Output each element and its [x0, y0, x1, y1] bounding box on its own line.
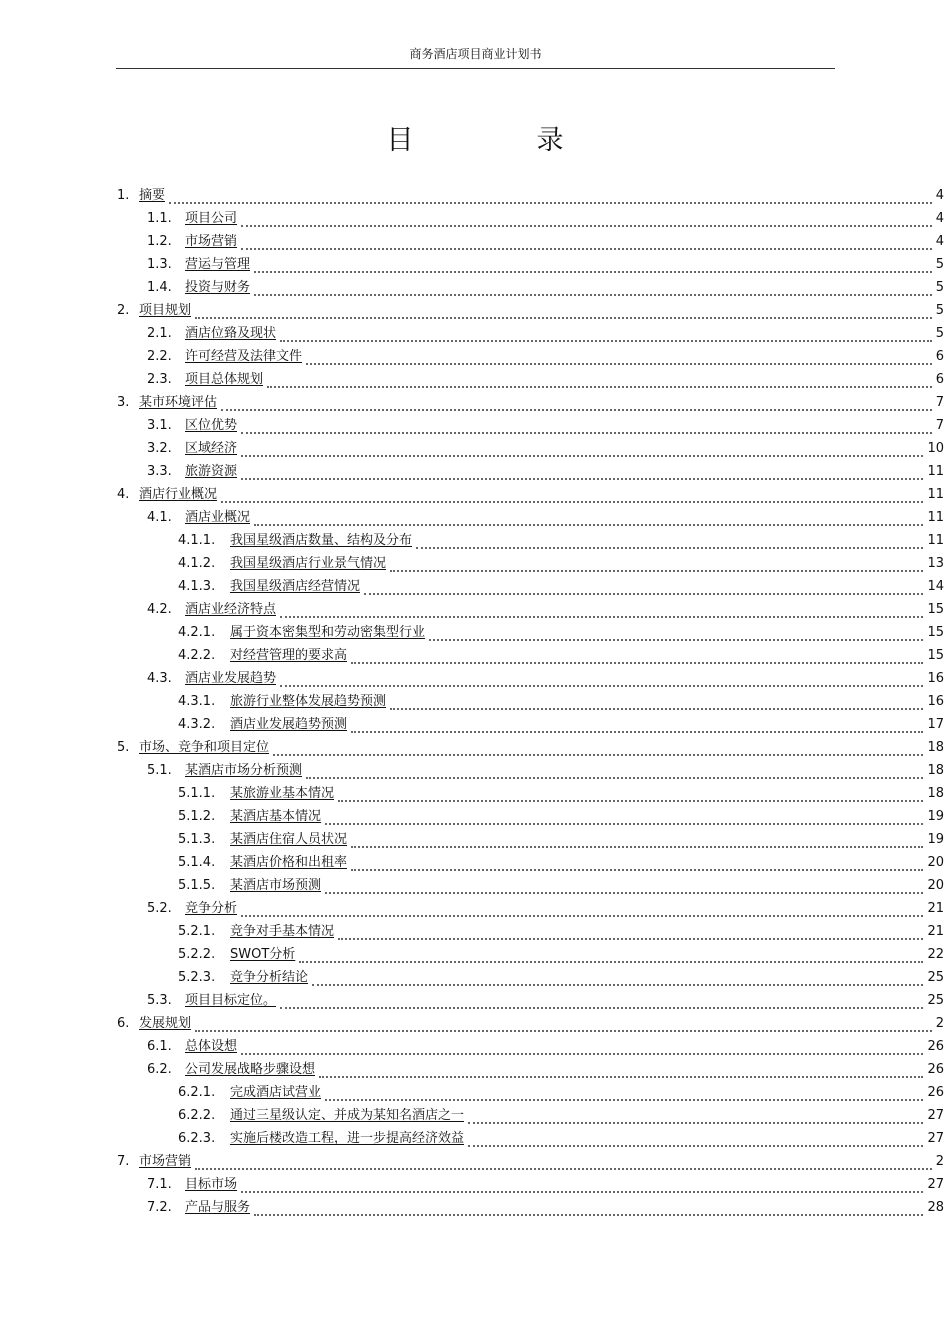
toc-entry[interactable]	[0, 368, 950, 391]
toc-leader-dots	[416, 539, 923, 549]
toc-entry-number: 1.	[117, 188, 130, 203]
toc-entry-label: 项目目标定位。	[185, 993, 277, 1008]
toc-entry-title[interactable]	[178, 1104, 466, 1127]
toc-entry-label: 项目公司	[185, 211, 238, 226]
toc-entry-number: 5.	[117, 740, 130, 755]
toc-entry-title[interactable]	[147, 437, 239, 460]
toc-entry-page: 25	[927, 993, 944, 1008]
toc-entry-page: 4	[935, 234, 944, 249]
toc-entry-page: 14	[927, 579, 944, 594]
toc-entry[interactable]	[0, 828, 950, 851]
toc-entry-page: 4	[935, 188, 944, 203]
toc-leader-dots	[468, 1114, 923, 1124]
toc-entry[interactable]	[0, 966, 950, 989]
toc-entry-label: 属于资本密集型和劳动密集型行业	[230, 625, 426, 640]
toc-entry-page: 2	[935, 1016, 944, 1031]
toc-leader-dots	[390, 700, 923, 710]
toc-entry-page: 2	[935, 1154, 944, 1169]
toc-entry-label: 酒店业发展趋势预测	[230, 717, 348, 732]
toc-entry[interactable]	[0, 299, 950, 322]
toc-entry-label: 某旅游业基本情况	[230, 786, 335, 801]
toc-entry-label: 旅游行业整体发展趋势预测	[230, 694, 387, 709]
toc-entry-number: 4.3.	[147, 671, 172, 686]
toc-leader-dots	[429, 631, 923, 641]
toc-entry-label: 通过三星级认定、并成为某知名酒店之一	[230, 1108, 465, 1123]
toc-entry-title[interactable]	[178, 1081, 323, 1104]
toc-entry-title[interactable]	[117, 299, 193, 322]
toc-entry-page: 20	[927, 855, 944, 870]
toc-entry-label: 区域经济	[185, 441, 238, 456]
toc-entry-page: 5	[935, 303, 944, 318]
toc-entry-title[interactable]	[147, 1035, 239, 1058]
toc-entry-number: 1.3.	[147, 257, 172, 272]
toc-entry-label: 酒店业概况	[185, 510, 251, 525]
toc-entry-label: 某酒店市场预测	[230, 878, 322, 893]
toc-entry[interactable]	[0, 1196, 950, 1219]
toc-entry[interactable]	[0, 529, 950, 552]
toc-entry-number: 2.1.	[147, 326, 172, 341]
toc-entry[interactable]	[0, 276, 950, 299]
table-of-contents	[0, 184, 950, 1219]
toc-entry-title[interactable]	[147, 253, 252, 276]
toc-leader-dots	[280, 608, 923, 618]
toc-entry-page: 11	[927, 464, 944, 479]
toc-leader-dots	[195, 1022, 932, 1032]
toc-leader-dots	[306, 355, 932, 365]
toc-entry-page: 26	[927, 1085, 944, 1100]
toc-entry-page: 25	[927, 970, 944, 985]
toc-entry-label: 某酒店住宿人员状况	[230, 832, 348, 847]
toc-entry-label: 酒店业经济特点	[185, 602, 277, 617]
toc-entry-title[interactable]	[147, 667, 278, 690]
toc-entry-label: 实施后楼改造工程，进一步提高经济效益	[230, 1131, 465, 1146]
toc-entry-number: 5.1.5.	[178, 878, 216, 893]
toc-entry-page: 10	[927, 441, 944, 456]
toc-entry-number: 1.2.	[147, 234, 172, 249]
toc-entry-title[interactable]	[117, 391, 219, 414]
toc-entry[interactable]	[0, 1127, 950, 1150]
toc-entry-label: 竞争对手基本情况	[230, 924, 335, 939]
toc-entry-label: 目标市场	[185, 1177, 238, 1192]
toc-entry-number: 4.3.1.	[178, 694, 216, 709]
toc-entry[interactable]	[0, 989, 950, 1012]
toc-entry[interactable]	[0, 1012, 950, 1035]
toc-entry[interactable]	[0, 943, 950, 966]
toc-entry-label: 我国星级酒店数量、结构及分布	[230, 533, 413, 548]
toc-entry-label: 某酒店价格和出租率	[230, 855, 348, 870]
toc-entry-title[interactable]	[117, 184, 167, 207]
toc-entry-label: 对经营管理的要求高	[230, 648, 348, 663]
toc-entry[interactable]	[0, 345, 950, 368]
toc-entry-number: 5.1.	[147, 763, 172, 778]
toc-leader-dots	[241, 470, 923, 480]
toc-leader-dots	[468, 1137, 923, 1147]
toc-entry-title[interactable]	[147, 207, 239, 230]
toc-entry-title[interactable]	[117, 1012, 193, 1035]
toc-leader-dots	[254, 1206, 923, 1216]
toc-entry-page: 18	[927, 786, 944, 801]
toc-leader-dots	[195, 309, 932, 319]
toc-entry-title[interactable]	[178, 920, 336, 943]
toc-entry[interactable]	[0, 414, 950, 437]
toc-entry[interactable]	[0, 207, 950, 230]
toc-entry-number: 4.1.	[147, 510, 172, 525]
toc-entry[interactable]	[0, 1058, 950, 1081]
toc-entry-title[interactable]	[147, 506, 252, 529]
toc-entry-number: 3.1.	[147, 418, 172, 433]
toc-entry-label: 某市环境评估	[139, 395, 218, 410]
toc-entry-title[interactable]	[178, 782, 336, 805]
toc-leader-dots	[325, 815, 923, 825]
toc-leader-dots	[280, 999, 923, 1009]
toc-entry-title[interactable]	[178, 552, 388, 575]
toc-leader-dots	[254, 516, 923, 526]
toc-entry-number: 6.1.	[147, 1039, 172, 1054]
toc-entry-number: 4.2.	[147, 602, 172, 617]
toc-entry-page: 6	[935, 372, 944, 387]
toc-entry-number: 4.2.1.	[178, 625, 216, 640]
toc-entry-page: 16	[927, 671, 944, 686]
toc-leader-dots	[241, 1045, 923, 1055]
toc-entry[interactable]	[0, 506, 950, 529]
toc-entry-label: 我国星级酒店行业景气情况	[230, 556, 387, 571]
toc-leader-dots	[241, 907, 923, 917]
toc-entry-title[interactable]	[178, 621, 427, 644]
toc-entry-page: 22	[927, 947, 944, 962]
toc-entry-title[interactable]	[178, 529, 414, 552]
toc-entry-page: 5	[935, 257, 944, 272]
toc-entry[interactable]	[0, 1104, 950, 1127]
toc-entry-title[interactable]	[178, 575, 362, 598]
toc-entry-number: 4.1.3.	[178, 579, 216, 594]
toc-entry-title[interactable]	[147, 368, 265, 391]
toc-leader-dots	[351, 723, 923, 733]
toc-leader-dots	[351, 861, 923, 871]
toc-entry-label: 营运与管理	[185, 257, 251, 272]
toc-entry-number: 4.1.2.	[178, 556, 216, 571]
toc-entry[interactable]	[0, 759, 950, 782]
toc-entry-label: 某酒店基本情况	[230, 809, 322, 824]
toc-entry-title[interactable]	[178, 644, 349, 667]
toc-entry-page: 18	[927, 740, 944, 755]
toc-leader-dots	[299, 953, 923, 963]
toc-leader-dots	[221, 401, 932, 411]
toc-entry[interactable]	[0, 1150, 950, 1173]
toc-entry-number: 7.2.	[147, 1200, 172, 1215]
toc-leader-dots	[351, 654, 923, 664]
toc-entry-number: 2.	[117, 303, 130, 318]
toc-leader-dots	[221, 493, 923, 503]
toc-leader-dots	[338, 792, 923, 802]
toc-entry[interactable]	[0, 736, 950, 759]
toc-entry[interactable]	[0, 897, 950, 920]
toc-leader-dots	[280, 677, 923, 687]
toc-entry-page: 11	[927, 510, 944, 525]
toc-entry[interactable]	[0, 483, 950, 506]
toc-entry-label: 完成酒店试营业	[230, 1085, 322, 1100]
toc-leader-dots	[241, 1183, 923, 1193]
toc-entry-page: 28	[927, 1200, 944, 1215]
toc-entry[interactable]	[0, 713, 950, 736]
toc-entry[interactable]	[0, 460, 950, 483]
toc-leader-dots	[267, 378, 932, 388]
toc-entry-label: 项目总体规划	[185, 372, 264, 387]
toc-entry-number: 3.2.	[147, 441, 172, 456]
toc-entry-label: 酒店位臵及现状	[185, 326, 277, 341]
toc-entry-label: 市场营销	[139, 1154, 192, 1169]
toc-entry-title[interactable]	[178, 874, 323, 897]
toc-entry-title[interactable]	[147, 322, 278, 345]
toc-entry[interactable]	[0, 253, 950, 276]
toc-entry-number: 5.1.2.	[178, 809, 216, 824]
toc-entry-page: 4	[935, 211, 944, 226]
toc-entry[interactable]	[0, 667, 950, 690]
toc-entry-label: 区位优势	[185, 418, 238, 433]
toc-entry-number: 6.2.2.	[178, 1108, 216, 1123]
toc-entry-page: 15	[927, 625, 944, 640]
toc-entry-title[interactable]	[147, 897, 239, 920]
toc-entry-label: 市场营销	[185, 234, 238, 249]
toc-entry[interactable]	[0, 575, 950, 598]
toc-leader-dots	[195, 1160, 932, 1170]
toc-entry-page: 7	[935, 395, 944, 410]
toc-entry[interactable]	[0, 874, 950, 897]
toc-entry-title[interactable]	[178, 690, 388, 713]
toc-entry-number: 5.2.	[147, 901, 172, 916]
toc-entry-number: 2.3.	[147, 372, 172, 387]
toc-entry-label: 酒店业发展趋势	[185, 671, 277, 686]
toc-entry-number: 5.1.1.	[178, 786, 216, 801]
toc-entry-page: 26	[927, 1039, 944, 1054]
toc-entry[interactable]	[0, 782, 950, 805]
toc-entry-title[interactable]	[147, 1173, 239, 1196]
toc-entry[interactable]	[0, 644, 950, 667]
toc-entry-title[interactable]	[147, 1196, 252, 1219]
toc-leader-dots	[338, 930, 923, 940]
toc-entry-title[interactable]	[147, 989, 278, 1012]
toc-entry-title[interactable]	[147, 1058, 317, 1081]
toc-entry-title[interactable]	[178, 713, 349, 736]
toc-entry-label: 投资与财务	[185, 280, 251, 295]
toc-leader-dots	[280, 332, 932, 342]
toc-entry[interactable]	[0, 1173, 950, 1196]
toc-entry-page: 5	[935, 280, 944, 295]
toc-entry-title[interactable]	[178, 966, 310, 989]
toc-entry-label: 竞争分析	[185, 901, 238, 916]
toc-entry-label: 摘要	[139, 188, 166, 203]
toc-entry-label: 总体设想	[185, 1039, 238, 1054]
toc-entry[interactable]	[0, 1081, 950, 1104]
toc-entry-title[interactable]	[147, 414, 239, 437]
toc-entry[interactable]	[0, 391, 950, 414]
toc-entry-number: 1.4.	[147, 280, 172, 295]
toc-entry-label: 产品与服务	[185, 1200, 251, 1215]
page-header	[116, 46, 835, 69]
toc-entry-number: 1.1.	[147, 211, 172, 226]
toc-entry-label: 酒店行业概况	[139, 487, 218, 502]
toc-entry-page: 11	[927, 533, 944, 548]
toc-entry[interactable]	[0, 690, 950, 713]
toc-entry[interactable]	[0, 322, 950, 345]
toc-entry-page: 13	[927, 556, 944, 571]
toc-leader-dots	[241, 240, 932, 250]
toc-entry-label: 我国星级酒店经营情况	[230, 579, 361, 594]
toc-entry[interactable]	[0, 920, 950, 943]
page-title: 目 录	[386, 125, 612, 156]
toc-entry-label: 市场、竞争和项目定位	[139, 740, 270, 755]
toc-leader-dots	[306, 769, 923, 779]
toc-entry-page: 27	[927, 1131, 944, 1146]
toc-entry-page: 6	[935, 349, 944, 364]
toc-entry-number: 5.2.2.	[178, 947, 216, 962]
toc-entry-page: 21	[927, 901, 944, 916]
toc-entry-number: 4.3.2.	[178, 717, 216, 732]
toc-entry-label: 公司发展战略步骤设想	[185, 1062, 316, 1077]
toc-entry-page: 27	[927, 1177, 944, 1192]
toc-leader-dots	[241, 217, 932, 227]
toc-entry-title[interactable]	[117, 736, 271, 759]
toc-entry[interactable]	[0, 437, 950, 460]
toc-entry-title[interactable]	[147, 276, 252, 299]
toc-entry-title[interactable]	[147, 598, 278, 621]
toc-entry-number: 7.1.	[147, 1177, 172, 1192]
toc-entry-number: 7.	[117, 1154, 130, 1169]
toc-entry-title[interactable]	[147, 230, 239, 253]
toc-entry-title[interactable]	[178, 1127, 466, 1150]
toc-entry-page: 20	[927, 878, 944, 893]
toc-entry-title[interactable]	[178, 805, 323, 828]
toc-leader-dots	[364, 585, 923, 595]
toc-entry-title[interactable]	[117, 1150, 193, 1173]
toc-entry-number: 2.2.	[147, 349, 172, 364]
toc-entry-page: 18	[927, 763, 944, 778]
toc-entry-page: 15	[927, 602, 944, 617]
toc-entry[interactable]	[0, 621, 950, 644]
toc-entry[interactable]	[0, 598, 950, 621]
toc-leader-dots	[241, 424, 932, 434]
toc-entry-title[interactable]	[178, 943, 297, 966]
toc-entry-page: 11	[927, 487, 944, 502]
toc-entry-page: 21	[927, 924, 944, 939]
toc-leader-dots	[390, 562, 923, 572]
toc-leader-dots	[241, 447, 923, 457]
toc-entry[interactable]	[0, 184, 950, 207]
toc-leader-dots	[254, 263, 932, 273]
toc-entry-page: 15	[927, 648, 944, 663]
toc-leader-dots	[325, 884, 923, 894]
header-text: 商务酒店项目商业计划书	[409, 47, 542, 61]
toc-entry-number: 4.2.2.	[178, 648, 216, 663]
toc-entry[interactable]	[0, 1035, 950, 1058]
toc-entry-page: 17	[927, 717, 944, 732]
toc-entry-number: 5.2.1.	[178, 924, 216, 939]
toc-entry-title[interactable]	[178, 828, 349, 851]
toc-entry-title[interactable]	[147, 345, 304, 368]
toc-entry-page: 7	[935, 418, 944, 433]
toc-entry-number: 5.3.	[147, 993, 172, 1008]
toc-entry-number: 5.2.3.	[178, 970, 216, 985]
toc-entry-label: 项目规划	[139, 303, 192, 318]
toc-leader-dots	[273, 746, 923, 756]
toc-entry-number: 6.2.1.	[178, 1085, 216, 1100]
toc-entry[interactable]	[0, 851, 950, 874]
toc-entry-label: 发展规划	[139, 1016, 192, 1031]
toc-entry-label: 许可经营及法律文件	[185, 349, 303, 364]
toc-entry-label: 旅游资源	[185, 464, 238, 479]
toc-entry-number: 4.1.1.	[178, 533, 216, 548]
toc-entry-number: 6.2.	[147, 1062, 172, 1077]
toc-entry[interactable]	[0, 552, 950, 575]
toc-leader-dots	[351, 838, 923, 848]
toc-entry-number: 3.	[117, 395, 130, 410]
toc-entry-number: 6.2.3.	[178, 1131, 216, 1146]
toc-entry-page: 5	[935, 326, 944, 341]
toc-entry-number: 5.1.3.	[178, 832, 216, 847]
toc-entry-label: SWOT分析	[230, 947, 296, 962]
toc-entry-number: 3.3.	[147, 464, 172, 479]
toc-entry-title[interactable]	[147, 759, 304, 782]
toc-entry-page: 16	[927, 694, 944, 709]
toc-entry-page: 19	[927, 809, 944, 824]
toc-entry-label: 某酒店市场分析预测	[185, 763, 303, 778]
toc-entry-title[interactable]	[117, 483, 219, 506]
toc-entry-page: 19	[927, 832, 944, 847]
toc-entry-number: 4.	[117, 487, 130, 502]
toc-entry-number: 6.	[117, 1016, 130, 1031]
toc-leader-dots	[325, 1091, 923, 1101]
toc-entry-title[interactable]	[147, 460, 239, 483]
toc-entry-page: 27	[927, 1108, 944, 1123]
toc-leader-dots	[319, 1068, 923, 1078]
toc-leader-dots	[312, 976, 923, 986]
toc-leader-dots	[254, 286, 932, 296]
toc-entry[interactable]	[0, 230, 950, 253]
toc-entry-number: 5.1.4.	[178, 855, 216, 870]
toc-entry-title[interactable]	[178, 851, 349, 874]
toc-leader-dots	[169, 194, 932, 204]
toc-entry[interactable]	[0, 805, 950, 828]
toc-entry-page: 26	[927, 1062, 944, 1077]
toc-entry-label: 竞争分析结论	[230, 970, 309, 985]
